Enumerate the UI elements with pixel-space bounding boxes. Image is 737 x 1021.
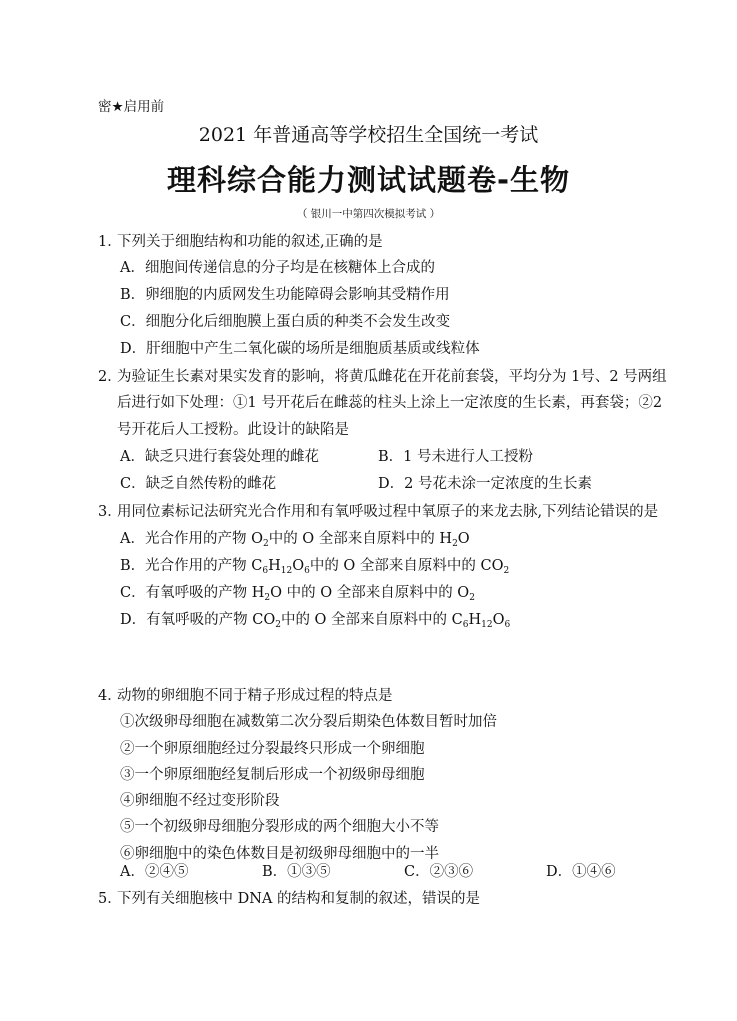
question-number: 1． bbox=[98, 234, 122, 250]
statement-4: ④卵细胞不经过变形阶段 bbox=[120, 793, 280, 809]
option-b: B．1 号未进行人工授粉 bbox=[378, 449, 533, 465]
paper-title: 理科综合能力测试试题卷-生物 bbox=[166, 163, 571, 197]
secret-label: 密★启用前 bbox=[98, 99, 165, 115]
question-number: 2． bbox=[98, 369, 122, 385]
option-c: C．有氧呼吸的产物 $H_2O$ 中的 O 全部来自原料中的 $O_2$ bbox=[120, 585, 475, 603]
option-c: C．缺乏自然传粉的雌花 bbox=[120, 476, 277, 492]
statement-2: ②一个卵原细胞经过分裂最终只形成一个卵细胞 bbox=[120, 741, 425, 757]
question-stem: 下列有关细胞核中 DNA 的结构和复制的叙述，错误的是 bbox=[117, 891, 481, 907]
option-a: A．光合作用的产物 $O_2$中的 O 全部来自原料中的 $H_2O$ bbox=[120, 531, 470, 549]
question-stem-line-2: 后进行如下处理：①1 号开花后在雌蕊的柱头上涂上一定浓度的生长素，再套袋；②2 bbox=[117, 395, 663, 411]
question-stem: 用同位素标记法研究光合作用和有氧呼吸过程中氧原子的来龙去脉,下列结论错误的是 bbox=[117, 504, 659, 520]
option-d: D．2 号花未涂一定浓度的生长素 bbox=[378, 476, 592, 492]
option-d: D．肝细胞中产生二氧化碳的场所是细胞质基质或线粒体 bbox=[120, 341, 480, 357]
question-stem: 下列关于细胞结构和功能的叙述,正确的是 bbox=[117, 234, 383, 250]
question-number: 4． bbox=[98, 688, 122, 704]
option-a: A．②④⑤ bbox=[120, 864, 189, 880]
option-a: A．细胞间传递信息的分子均是在核糖体上合成的 bbox=[120, 260, 435, 276]
exam-title: 2021 年普通高等学校招生全国统一考试 bbox=[198, 124, 539, 146]
statement-3: ③一个卵原细胞经复制后形成一个初级卵母细胞 bbox=[120, 767, 425, 783]
question-stem-line-1: 为验证生长素对果实发育的影响，将黄瓜雌花在开花前套袋，平均分为 1号、2 号两组 bbox=[117, 369, 667, 385]
option-c: C．细胞分化后细胞膜上蛋白质的种类不会发生改变 bbox=[120, 314, 451, 330]
statement-5: ⑤一个初级卵母细胞分裂形成的两个细胞大小不等 bbox=[120, 819, 439, 835]
question-stem-line-3: 号开花后人工授粉。此设计的缺陷是 bbox=[117, 422, 349, 438]
question-stem: 动物的卵细胞不同于精子形成过程的特点是 bbox=[117, 688, 393, 704]
option-a: A．缺乏只进行套袋处理的雌花 bbox=[120, 449, 319, 465]
question-number: 5． bbox=[98, 891, 122, 907]
question-number: 3． bbox=[98, 504, 122, 520]
option-d: D．有氧呼吸的产物 $CO_2$中的 O 全部来自原料中的 $C_6H_{12}O_6$ bbox=[120, 612, 511, 630]
statement-1: ①次级卵母细胞在减数第二次分裂后期染色体数目暂时加倍 bbox=[120, 714, 497, 730]
exam-note: （ 银川一中第四次模拟考试 ） bbox=[296, 208, 441, 220]
option-b: B．①③⑤ bbox=[262, 864, 331, 880]
statement-6: ⑥卵细胞中的染色体数目是初级卵母细胞中的一半 bbox=[120, 846, 439, 862]
option-b: B．卵细胞的内质网发生功能障碍会影响其受精作用 bbox=[120, 287, 450, 303]
option-b: B．光合作用的产物 $C_6H_{12}O_6$中的 O 全部来自原料中的 $CO_2$ bbox=[120, 558, 510, 576]
option-c: C．②③⑥ bbox=[404, 864, 474, 880]
option-d: D．①④⑥ bbox=[546, 864, 616, 880]
